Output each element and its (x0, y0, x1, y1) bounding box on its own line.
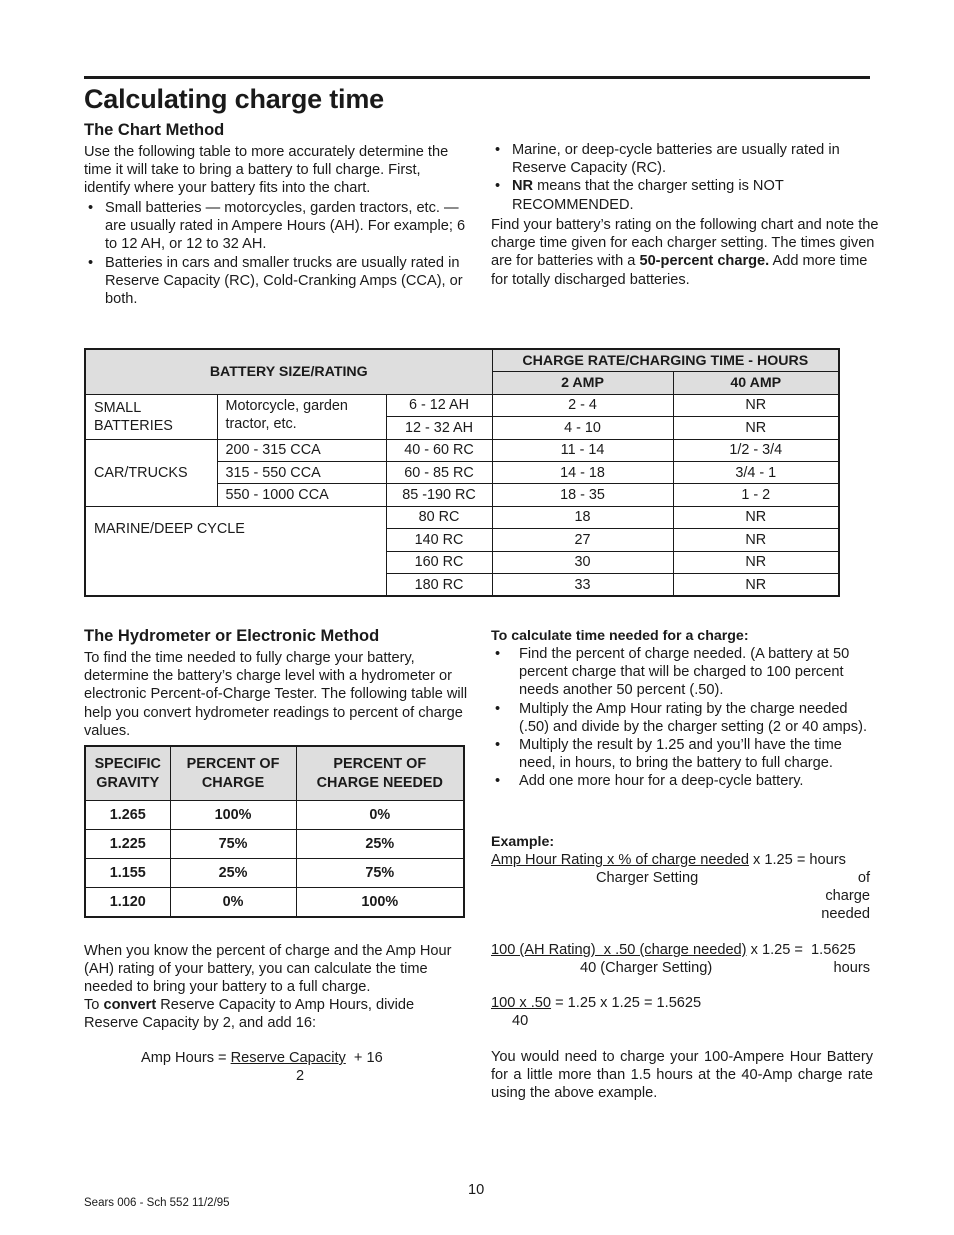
list-item: • Find the percent of charge needed. (A battery at 50 percent charge that will be charged to 100 percent needs another 50 percent (.50). (491, 645, 875, 700)
para-bold: 50-percent charge. (639, 253, 770, 270)
example-1-needed: needed (821, 906, 870, 922)
table-row (85, 888, 464, 918)
time-40amp-cell: 3/4 - 1 (673, 461, 839, 483)
nr-term: NR (512, 178, 534, 195)
formula-numerator: 100 (AH Rating) x .50 (charge needed) (491, 942, 747, 958)
example-label: Example: (491, 834, 555, 850)
rating-cell: 180 RC (386, 573, 492, 596)
gravity-cell: 1.265 (85, 801, 170, 830)
para-bold: convert (103, 997, 157, 1013)
time-2amp-cell: 18 (492, 506, 673, 528)
header-percent-needed: PERCENT OF CHARGE NEEDED (296, 746, 464, 801)
formula-numerator: Reserve Capacity (230, 1050, 346, 1066)
formula-text: x 1.25 = hours (748, 852, 846, 868)
formula-numerator: 100 x .50 (491, 995, 552, 1011)
table-row (85, 859, 464, 888)
page-number: 10 (468, 1182, 485, 1198)
small-description: Motorcycle, garden tractor, etc. (217, 394, 386, 439)
percent-cell: 0% (170, 888, 296, 918)
formula-denominator: 2 (296, 1068, 305, 1084)
time-2amp-cell: 33 (492, 573, 673, 596)
hydrometer-intro: To find the time needed to fully charge your battery, determine the battery’s charge level with a hydrometer or electronic Percent-of-Charge Tester. The following table will help you convert hydrometer readings to percent of charge values. (84, 650, 468, 739)
charging-chart-table (84, 348, 840, 597)
time-2amp-cell: 11 - 14 (492, 439, 673, 461)
para-text: Find your battery’s rating on the following chart and note the charge time given for each charger setting. The times given are for batteries with a (491, 217, 879, 270)
list-item: • Multiply the Amp Hour rating by the charge needed (.50) and divide by the charger setting (2 or 40 amps). (491, 700, 875, 736)
table-row (85, 439, 839, 461)
time-40amp-cell: NR (673, 394, 839, 416)
formula-text: x 1.25 = 1.5625 (746, 942, 856, 958)
example-3-denominator: 40 (512, 1013, 529, 1029)
chart-method-right-bullets (491, 141, 876, 214)
page-title: Calculating charge time (84, 84, 384, 114)
time-40amp-cell: NR (673, 573, 839, 596)
list-item: • Multiply the result by 1.25 and you’ll have the time need, in hours, to bring the battery to full charge. (491, 736, 875, 772)
rating-cell: 60 - 85 RC (386, 461, 492, 483)
time-2amp-cell: 18 - 35 (492, 484, 673, 506)
percent-cell: 100% (170, 801, 296, 830)
example-1-of: of (857, 870, 870, 886)
list-item: • Add one more hour for a deep-cycle battery. (491, 772, 875, 790)
time-40amp-cell: 1 - 2 (673, 484, 839, 506)
category-small: SMALL BATTERIES (85, 394, 217, 439)
specific-gravity-table (84, 745, 465, 918)
header-specific-gravity: SPECIFIC GRAVITY (85, 746, 170, 801)
time-40amp-cell: NR (673, 417, 839, 439)
list-item: • Marine, or deep-cycle batteries are usually rated in Reserve Capacity (RC). (491, 141, 876, 177)
list-item: • Small batteries — motorcycles, garden tractors, etc. — are usually rated in Ampere Hours (AH). For example; 6 to 12 AH, or 12 to 32 AH. (84, 199, 472, 254)
time-40amp-cell: 1/2 - 3/4 (673, 439, 839, 461)
footer-code: Sears 006 - Sch 552 11/2/95 (84, 1197, 230, 1209)
conclusion-para: You would need to charge your 100-Ampere Hour Battery for a little more than 1.5 hours at the 40-Amp charge rate using the above example. (491, 1049, 873, 1102)
rating-cell: 80 RC (386, 506, 492, 528)
table-row (85, 830, 464, 859)
time-2amp-cell: 2 - 4 (492, 394, 673, 416)
time-2amp-cell: 27 (492, 529, 673, 551)
rating-cell: 160 RC (386, 551, 492, 573)
time-40amp-cell: NR (673, 529, 839, 551)
para-text: To (84, 997, 104, 1013)
example-2-denominator: 40 (Charger Setting) (580, 960, 713, 976)
table-row (85, 801, 464, 830)
chart-method-intro: Use the following table to more accurately determine the time it will take to bring a battery to full charge. First, identify where your battery fits into the chart. (84, 144, 449, 197)
chart-method-heading: The Chart Method (84, 121, 225, 139)
para-text: Add more time for totally discharged batteries. (491, 253, 868, 288)
needed-cell: 100% (296, 888, 464, 918)
chart-method-right-para (491, 216, 879, 289)
chart-method-bullets (84, 199, 472, 308)
header-40amp: 40 AMP (673, 372, 839, 394)
time-40amp-cell: NR (673, 506, 839, 528)
list-item (491, 177, 876, 213)
know-percent-para: When you know the percent of charge and the Amp Hour (AH) rating of your battery, you can calculate the time needed to bring your battery to a full charge. (84, 943, 452, 996)
para-text: Reserve Capacity to Amp Hours, divide Reserve Capacity by 2, and add 16: (84, 997, 415, 1032)
time-2amp-cell: 30 (492, 551, 673, 573)
example-2-hours: hours (833, 960, 870, 976)
gravity-cell: 1.225 (85, 830, 170, 859)
convert-para (84, 996, 469, 1032)
time-2amp-cell: 4 - 10 (492, 417, 673, 439)
title-rule (84, 76, 870, 79)
percent-cell: 75% (170, 830, 296, 859)
rating-cell: 40 - 60 RC (386, 439, 492, 461)
header-percent-charge: PERCENT OF CHARGE (170, 746, 296, 801)
gravity-cell: 1.155 (85, 859, 170, 888)
needed-cell: 25% (296, 830, 464, 859)
header-battery-size: BATTERY SIZE/RATING (85, 349, 492, 394)
formula-text: = 1.25 x 1.25 = 1.5625 (551, 995, 702, 1011)
formula-text: + 16 (345, 1050, 383, 1066)
rating-cell: 140 RC (386, 529, 492, 551)
cca-cell: 315 - 550 CCA (217, 461, 386, 483)
example-2-formula (491, 941, 856, 959)
example-1-formula (491, 851, 846, 869)
header-charge-rate: CHARGE RATE/CHARGING TIME - HOURS (492, 349, 839, 372)
hydrometer-heading: The Hydrometer or Electronic Method (84, 627, 380, 645)
rating-cell: 85 -190 RC (386, 484, 492, 506)
time-2amp-cell: 14 - 18 (492, 461, 673, 483)
example-3-formula (491, 994, 701, 1012)
formula-text: Amp Hours = (141, 1050, 231, 1066)
example-1-denominator: Charger Setting (596, 870, 699, 886)
calc-heading: To calculate time needed for a charge: (491, 628, 749, 644)
rating-cell: 12 - 32 AH (386, 417, 492, 439)
needed-cell: 0% (296, 801, 464, 830)
cca-cell: 550 - 1000 CCA (217, 484, 386, 506)
list-item: • Batteries in cars and smaller trucks are usually rated in Reserve Capacity (RC), Cold-Cranking Amps (CCA), or both. (84, 254, 472, 309)
category-car-trucks: CAR/TRUCKS (85, 439, 217, 506)
needed-cell: 75% (296, 859, 464, 888)
amp-hours-formula (141, 1049, 383, 1067)
cca-cell: 200 - 315 CCA (217, 439, 386, 461)
example-1-charge: charge (825, 888, 870, 904)
header-2amp: 2 AMP (492, 372, 673, 394)
formula-numerator: Amp Hour Rating x % of charge needed (491, 852, 749, 868)
calc-bullets (491, 645, 875, 791)
gravity-cell: 1.120 (85, 888, 170, 918)
table-row (85, 394, 839, 416)
table-row (85, 506, 839, 528)
percent-cell: 25% (170, 859, 296, 888)
time-40amp-cell: NR (673, 551, 839, 573)
category-marine: MARINE/DEEP CYCLE (85, 506, 386, 596)
nr-definition: means that the charger setting is NOT RECOMMENDED. (512, 178, 784, 213)
rating-cell: 6 - 12 AH (386, 394, 492, 416)
